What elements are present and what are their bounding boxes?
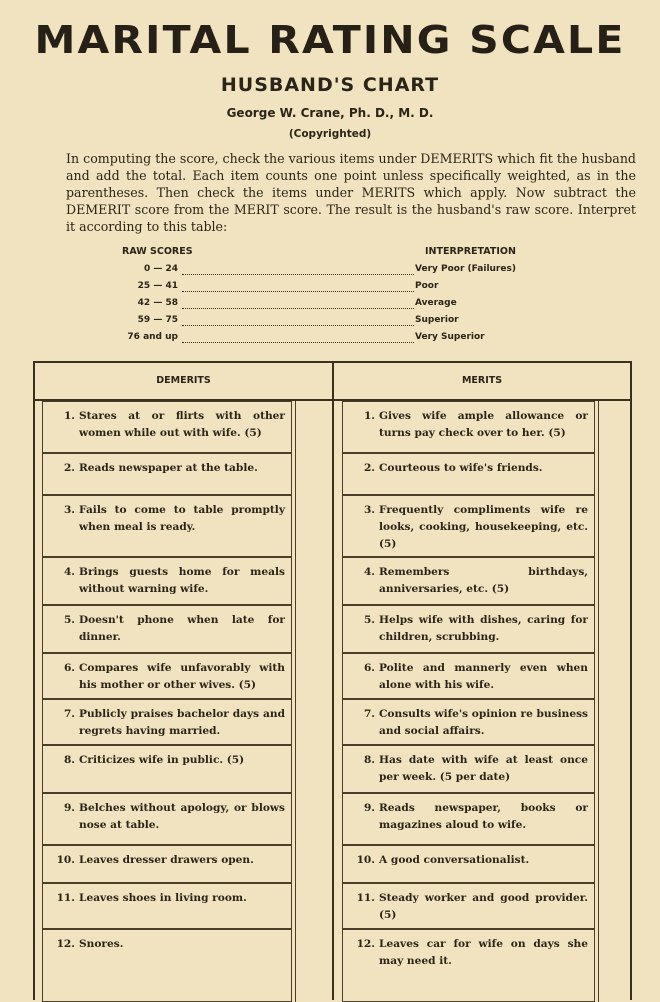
- item-number: 12.: [56, 938, 75, 950]
- merit-item-1: [342, 401, 595, 453]
- merit-item-7: [342, 699, 595, 745]
- demerit-item-5: [42, 605, 292, 653]
- demerit-item-6: [42, 653, 292, 699]
- interpretation-heading: INTERPRETATION: [425, 246, 516, 257]
- copyright-note: (Copyrighted): [288, 128, 372, 140]
- item-text: A good conversationalist.: [379, 854, 530, 866]
- item-number: 4.: [363, 566, 375, 578]
- item-number: 6.: [363, 662, 375, 674]
- score-interpretation: Poor: [415, 281, 439, 291]
- item-number: 10.: [56, 854, 75, 866]
- document-subtitle: HUSBAND'S CHART: [220, 74, 440, 96]
- item-text: Snores.: [79, 938, 124, 950]
- merit-item-8: [342, 745, 595, 793]
- merit-item-3: [342, 495, 595, 557]
- demerit-item-1: [42, 401, 292, 453]
- item-number: 3.: [63, 504, 75, 516]
- demerit-item-2: [42, 453, 292, 495]
- demerit-item-9: [42, 793, 292, 845]
- item-number: 1.: [363, 410, 375, 422]
- score-interpretation: Superior: [415, 315, 459, 325]
- demerit-item-3: [42, 495, 292, 557]
- score-range: 76 and up: [127, 332, 178, 342]
- intro-paragraph: [66, 150, 636, 235]
- dot-leader: [182, 330, 414, 343]
- merit-item-11: [342, 883, 595, 929]
- merit-item-6: [342, 653, 595, 699]
- merit-item-5: [342, 605, 595, 653]
- score-interpretation: Average: [415, 298, 457, 308]
- item-number: 7.: [363, 708, 375, 720]
- item-number: 12.: [356, 938, 375, 950]
- merits-header: MERITS: [461, 375, 503, 386]
- item-number: 2.: [363, 462, 375, 474]
- item-number: 5.: [63, 614, 75, 626]
- score-row: [122, 296, 542, 313]
- score-row: [122, 313, 542, 330]
- item-text: Has date with wife at least once per week. (5 per date): [379, 754, 588, 783]
- item-number: 9.: [363, 802, 375, 814]
- demerit-item-10: [42, 845, 292, 883]
- item-text: Consults wife's opinion re business and social affairs.: [379, 708, 588, 737]
- item-text: Leaves dresser drawers open.: [79, 854, 254, 866]
- intro-text: In computing the score, check the various items under DEMERITS which fit the husband and add the total. Each item counts one point unless specifically weighted, as in the parentheses. Then check the items under MERITS which apply. Now subtract the DEMERIT score from the MERIT score. The result is the husband's raw score. Interpret it according to this table:: [66, 151, 636, 234]
- item-text: Remembers birthdays, anniversaries, etc. (5): [379, 566, 588, 595]
- merit-check-column-line: [598, 401, 599, 1002]
- item-number: 11.: [356, 892, 375, 904]
- demerit-item-11: [42, 883, 292, 929]
- document-title: MARITAL RATING SCALE: [34, 18, 626, 62]
- demerits-header: DEMERITS: [156, 375, 211, 386]
- item-number: 3.: [363, 504, 375, 516]
- item-number: 7.: [63, 708, 75, 720]
- item-number: 9.: [63, 802, 75, 814]
- demerit-item-12: [42, 929, 292, 1002]
- demerit-item-7: [42, 699, 292, 745]
- item-text: Criticizes wife in public. (5): [79, 754, 245, 766]
- item-text: Polite and mannerly even when alone with his wife.: [379, 662, 588, 691]
- merit-item-12: [342, 929, 595, 1002]
- raw-score-table: [122, 246, 542, 347]
- score-row: [122, 279, 542, 296]
- score-range: 59 — 75: [137, 315, 178, 325]
- item-text: Helps wife with dishes, caring for children, scrubbing.: [379, 614, 588, 643]
- item-text: Stares at or flirts with other women while out with wife. (5): [79, 410, 285, 439]
- column-divider: [332, 363, 334, 1000]
- dot-leader: [182, 296, 414, 309]
- author-line: George W. Crane, Ph. D., M. D.: [226, 106, 434, 120]
- score-interpretation: Very Superior: [415, 332, 485, 342]
- item-number: 2.: [63, 462, 75, 474]
- score-interpretation: Very Poor (Failures): [415, 264, 516, 274]
- item-number: 11.: [56, 892, 75, 904]
- demerit-item-8: [42, 745, 292, 793]
- item-text: Leaves shoes in living room.: [79, 892, 247, 904]
- item-text: Leaves car for wife on days she may need it.: [379, 938, 588, 967]
- item-number: 10.: [356, 854, 375, 866]
- dot-leader: [182, 313, 414, 326]
- merits-demerits-table: [33, 361, 632, 1000]
- item-text: Frequently compliments wife re looks, cooking, housekeeping, etc. (5): [379, 504, 588, 550]
- item-number: 4.: [63, 566, 75, 578]
- demerit-item-4: [42, 557, 292, 605]
- item-text: Reads newspaper at the table.: [79, 462, 258, 474]
- raw-scores-heading: RAW SCORES: [122, 246, 193, 257]
- merit-item-2: [342, 453, 595, 495]
- score-row: [122, 330, 542, 347]
- item-text: Publicly praises bachelor days and regrets having married.: [79, 708, 285, 737]
- item-text: Belches without apology, or blows nose at table.: [79, 802, 285, 831]
- merit-item-4: [342, 557, 595, 605]
- item-number: 5.: [363, 614, 375, 626]
- item-text: Reads newspaper, books or magazines aloud to wife.: [379, 802, 588, 831]
- score-range: 42 — 58: [137, 298, 178, 308]
- score-row: [122, 262, 542, 279]
- merit-item-9: [342, 793, 595, 845]
- item-text: Fails to come to table promptly when meal is ready.: [79, 504, 285, 533]
- dot-leader: [182, 279, 414, 292]
- item-text: Brings guests home for meals without warning wife.: [79, 566, 285, 595]
- dot-leader: [182, 262, 414, 275]
- item-text: Compares wife unfavorably with his mother or other wives. (5): [79, 662, 285, 691]
- item-number: 1.: [63, 410, 75, 422]
- item-number: 8.: [63, 754, 75, 766]
- item-text: Gives wife ample allowance or turns pay check over to her. (5): [379, 410, 588, 439]
- item-number: 6.: [63, 662, 75, 674]
- item-text: Steady worker and good provider. (5): [379, 892, 588, 921]
- item-text: Doesn't phone when late for dinner.: [79, 614, 285, 643]
- raw-score-header: [122, 246, 542, 262]
- score-range: 25 — 41: [137, 281, 178, 291]
- demerit-check-column-line: [295, 401, 296, 1002]
- item-number: 8.: [363, 754, 375, 766]
- score-range: 0 — 24: [143, 264, 178, 274]
- merit-item-10: [342, 845, 595, 883]
- item-text: Courteous to wife's friends.: [379, 462, 543, 474]
